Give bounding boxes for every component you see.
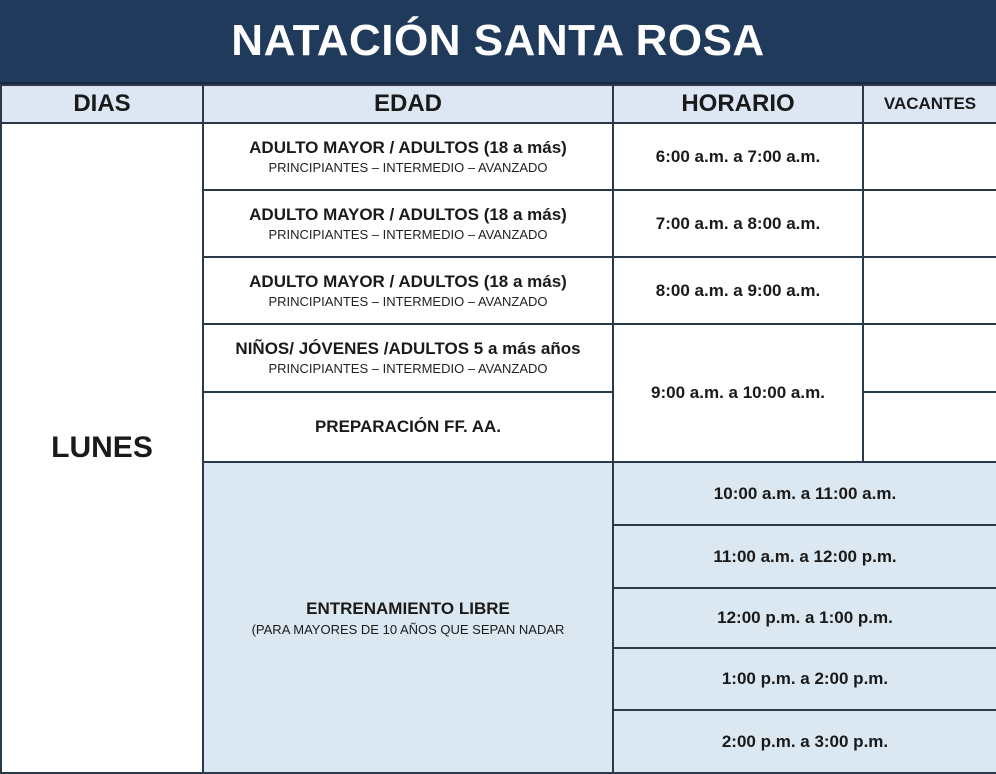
schedule-table [0,84,996,774]
time-cell: 10:00 a.m. a 11:00 a.m. [613,462,996,525]
age-cell [203,392,613,462]
level-label: PRINCIPIANTES – INTERMEDIO – AVANZADO [268,226,548,242]
free-training-cell [203,462,613,773]
header-edad: EDAD [203,85,613,123]
header-horario: HORARIO [613,85,863,123]
age-cell [203,324,613,392]
level-label: PRINCIPIANTES – INTERMEDIO – AVANZADO [268,293,548,309]
time-cell: 12:00 p.m. a 1:00 p.m. [613,588,996,648]
level-label: PRINCIPIANTES – INTERMEDIO – AVANZADO [268,361,548,376]
day-cell: LUNES [1,123,203,773]
time-cell: 7:00 a.m. a 8:00 a.m. [613,190,863,257]
time-cell: 11:00 a.m. a 12:00 p.m. [613,525,996,588]
free-training-note: (PARA MAYORES DE 10 AÑOS QUE SEPAN NADAR [251,621,565,637]
header-row [1,85,996,123]
age-label: ADULTO MAYOR / ADULTOS (18 a más) [249,137,567,157]
page-title: NATACIÓN SANTA ROSA [0,0,996,84]
time-cell: 9:00 a.m. a 10:00 a.m. [613,324,863,462]
age-cell [203,123,613,190]
age-cell [203,190,613,257]
header-vacantes: VACANTES [863,85,996,123]
time-cell: 2:00 p.m. a 3:00 p.m. [613,710,996,773]
vacancy-cell [863,190,996,257]
free-training-label: ENTRENAMIENTO LIBRE [306,598,510,618]
vacancy-cell [863,392,996,462]
age-label: PREPARACIÓN FF. AA. [314,417,502,436]
header-dias: DIAS [1,85,203,123]
age-label: ADULTO MAYOR / ADULTOS (18 a más) [249,204,567,224]
age-label: ADULTO MAYOR / ADULTOS (18 a más) [249,271,567,291]
time-cell: 6:00 a.m. a 7:00 a.m. [613,123,863,190]
time-cell: 8:00 a.m. a 9:00 a.m. [613,257,863,324]
age-cell [203,257,613,324]
vacancy-cell [863,123,996,190]
level-label: PRINCIPIANTES – INTERMEDIO – AVANZADO [268,159,548,175]
table-row [1,123,996,190]
time-cell: 1:00 p.m. a 2:00 p.m. [613,648,996,710]
age-label: NIÑOS/ JÓVENES /ADULTOS 5 a más años [235,339,581,358]
vacancy-cell [863,257,996,324]
vacancy-cell [863,324,996,392]
